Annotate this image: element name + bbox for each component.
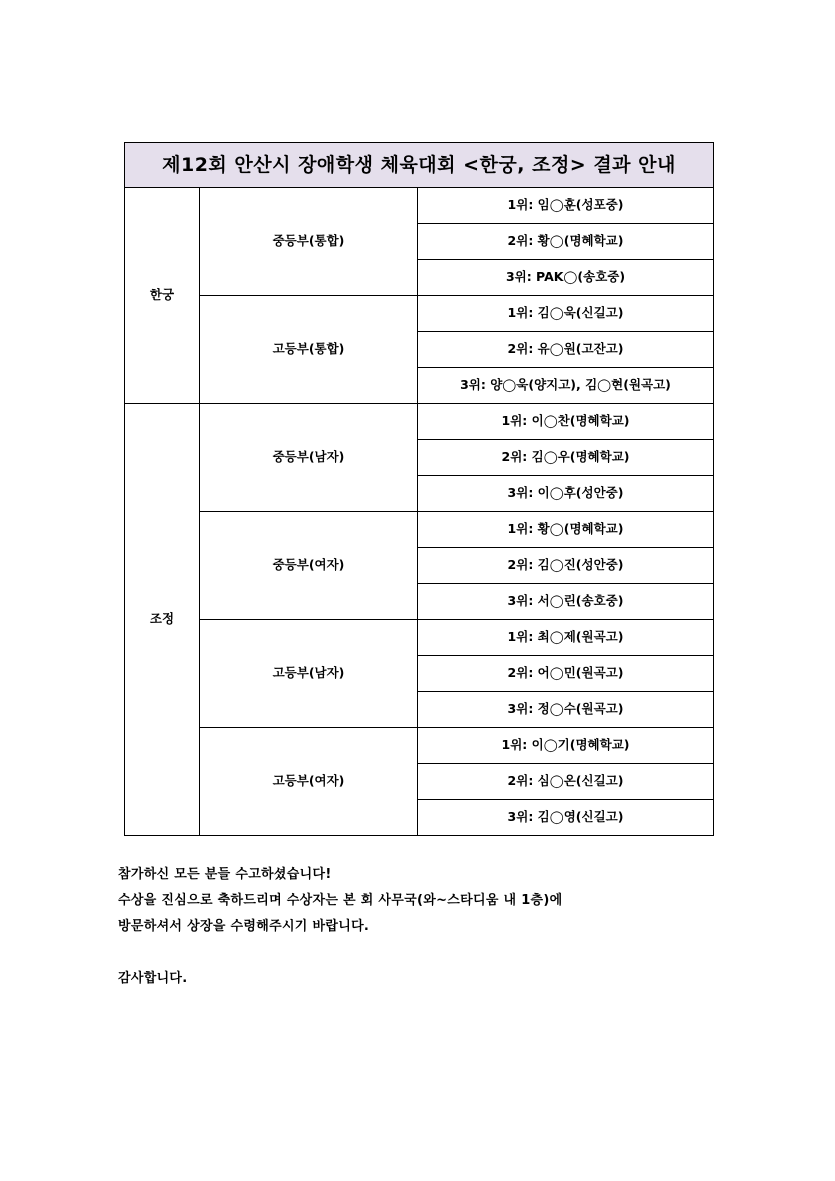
result-cell: 2위: 김◯우(명혜학교): [418, 440, 714, 476]
division-cell: 중등부(남자): [200, 404, 418, 512]
table-row: [125, 620, 714, 656]
notice-line: 방문하셔서 상장을 수령해주시기 바랍니다.: [118, 919, 370, 934]
result-cell: 3위: 이◯후(성안중): [418, 476, 714, 512]
result-cell: 2위: 황◯(명혜학교): [418, 224, 714, 260]
notice-block: [118, 862, 738, 992]
result-cell: 1위: 이◯기(명혜학교): [418, 728, 714, 764]
result-cell: 1위: 임◯훈(성포중): [418, 188, 714, 224]
result-cell: 3위: 정◯수(원곡고): [418, 692, 714, 728]
division-cell: 고등부(남자): [200, 620, 418, 728]
division-cell: 중등부(통합): [200, 188, 418, 296]
result-cell: 3위: 김◯영(신길고): [418, 800, 714, 836]
table-row: [125, 404, 714, 440]
table-row: [125, 188, 714, 224]
result-cell: 2위: 어◯민(원곡고): [418, 656, 714, 692]
division-cell: 중등부(여자): [200, 512, 418, 620]
table-row: [125, 296, 714, 332]
result-cell: 1위: 최◯제(원곡고): [418, 620, 714, 656]
result-cell: 1위: 김◯욱(신길고): [418, 296, 714, 332]
title-row: [125, 143, 714, 188]
sport-cell: 조정: [125, 404, 200, 836]
notice-line: 참가하신 모든 분들 수고하셨습니다!: [118, 867, 332, 882]
result-cell: 3위: 서◯린(송호중): [418, 584, 714, 620]
table-row: [125, 512, 714, 548]
division-cell: 고등부(여자): [200, 728, 418, 836]
result-cell: 2위: 심◯온(신길고): [418, 764, 714, 800]
result-cell: 1위: 이◯찬(명혜학교): [418, 404, 714, 440]
page-title: 제12회 안산시 장애학생 체육대회 <한궁, 조정> 결과 안내: [125, 143, 714, 188]
sport-cell: 한궁: [125, 188, 200, 404]
table-row: [125, 728, 714, 764]
result-cell: 3위: PAK◯(송호중): [418, 260, 714, 296]
notice-line: 수상을 진심으로 축하드리며 수상자는 본 회 사무국(와~스타디움 내 1층)에: [118, 893, 563, 908]
result-cell: 3위: 양◯욱(양지고), 김◯현(원곡고): [418, 368, 714, 404]
result-cell: 1위: 황◯(명혜학교): [418, 512, 714, 548]
result-cell: 2위: 유◯원(고잔고): [418, 332, 714, 368]
closing-text: 감사합니다.: [118, 971, 188, 986]
division-cell: 고등부(통합): [200, 296, 418, 404]
result-cell: 2위: 김◯진(성안중): [418, 548, 714, 584]
results-table: [124, 142, 714, 836]
